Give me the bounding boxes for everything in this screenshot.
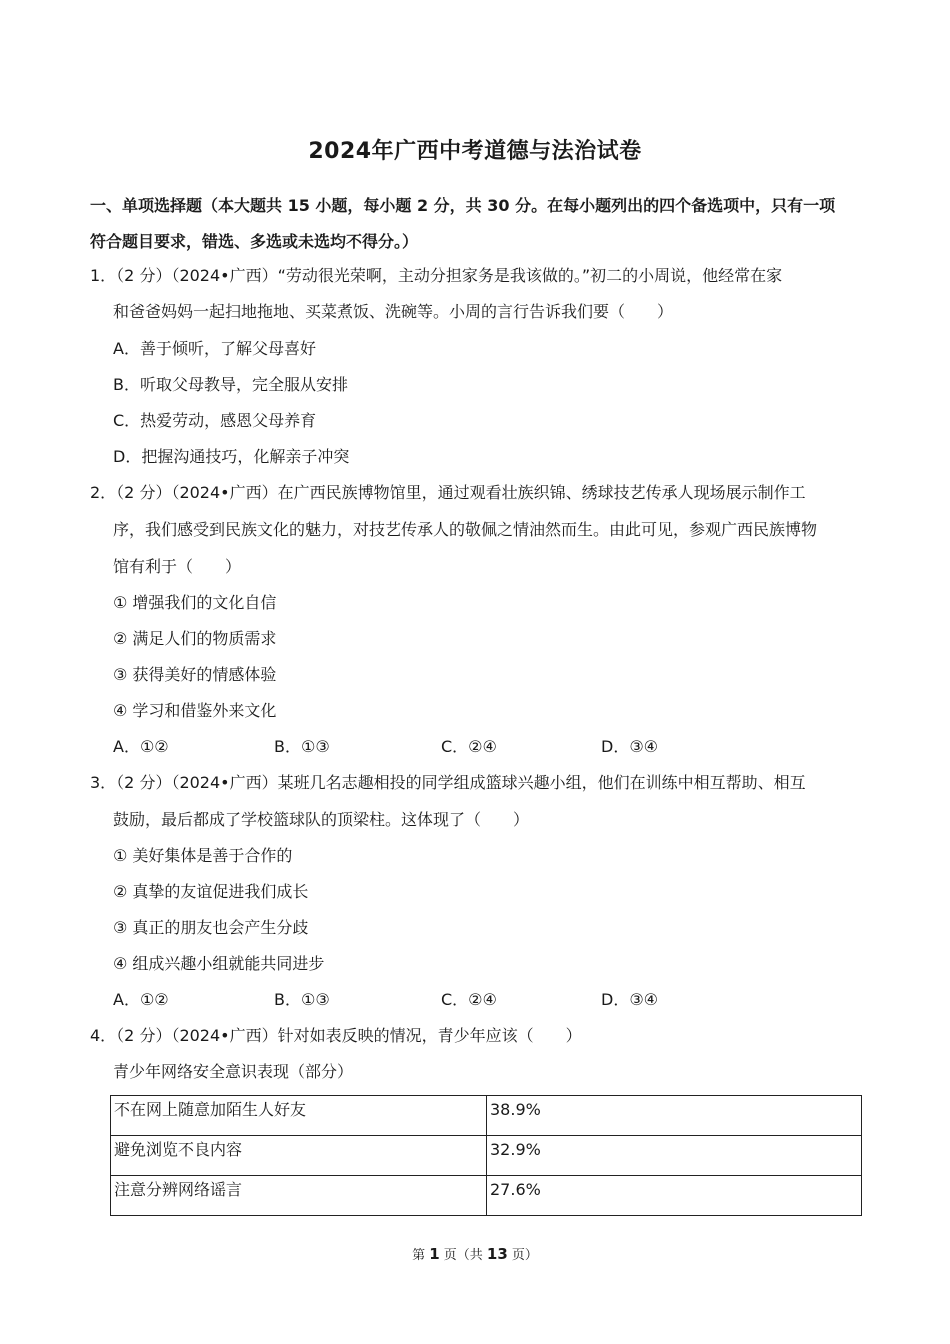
question-1-stem-line-1: 1．（2 分）（2024•广西）“劳动很光荣啊，主动分担家务是我该做的。”初二的小周说，他经常在家 <box>90 266 783 285</box>
question-3-item-1: ① 美好集体是善于合作的 <box>113 846 293 865</box>
page-title: 2024年广西中考道德与法治试卷 <box>308 139 642 164</box>
table-row <box>111 1136 862 1176</box>
page-footer <box>0 1244 950 1263</box>
question-3-stem-line-1: 3．（2 分）（2024•广西）某班几名志趣相投的同学组成篮球兴趣小组，他们在训练中相互帮助、相互 <box>90 773 806 792</box>
footer-middle: 页（共 <box>439 1248 487 1263</box>
question-2-item-3: ③ 获得美好的情感体验 <box>113 665 277 684</box>
question-4-table-caption: 青少年网络安全意识表现（部分） <box>113 1062 354 1081</box>
question-4-stem-line-1: 4．（2 分）（2024•广西）针对如表反映的情况，青少年应该（ ） <box>90 1026 582 1045</box>
table-row <box>111 1176 862 1216</box>
footer-page-number: 1 <box>429 1245 440 1263</box>
question-3-choice-c: C．②④ <box>441 990 497 1009</box>
question-2-stem-line-3: 馆有利于（ ） <box>113 557 242 576</box>
question-1-option-d: D．把握沟通技巧，化解亲子冲突 <box>113 447 350 466</box>
question-1-stem-line-2: 和爸爸妈妈一起扫地拖地、买菜煮饭、洗碗等。小周的言行告诉我们要（ ） <box>113 302 674 321</box>
question-3-item-3: ③ 真正的朋友也会产生分歧 <box>113 918 309 937</box>
question-3-choice-b: B．①③ <box>274 990 330 1009</box>
footer-suffix: 页） <box>507 1248 538 1263</box>
question-1-option-a: A．善于倾听，了解父母喜好 <box>113 339 316 358</box>
question-2-item-4: ④ 学习和借鉴外来文化 <box>113 701 277 720</box>
footer-prefix: 第 <box>412 1248 430 1263</box>
question-3-item-4: ④ 组成兴趣小组就能共同进步 <box>113 954 325 973</box>
section-header-line-2: 符合题目要求，错选、多选或未选均不得分。） <box>90 232 419 251</box>
table-cell-item: 避免浏览不良内容 <box>111 1136 487 1176</box>
table-row <box>111 1096 862 1136</box>
table-cell-item: 不在网上随意加陌生人好友 <box>111 1096 487 1136</box>
question-2-choice-c: C．②④ <box>441 737 497 756</box>
table-cell-value: 32.9% <box>487 1136 862 1176</box>
question-2-item-2: ② 满足人们的物质需求 <box>113 629 277 648</box>
question-1-option-c: C．热爱劳动，感恩父母养育 <box>113 411 317 430</box>
question-2-item-1: ① 增强我们的文化自信 <box>113 593 277 612</box>
question-2-stem-line-1: 2．（2 分）（2024•广西）在广西民族博物馆里，通过观看壮族织锦、绣球技艺传承人现场展示制作工 <box>90 483 806 502</box>
question-2-stem-line-2: 序，我们感受到民族文化的魅力，对技艺传承人的敬佩之情油然而生。由此可见，参观广西民族博物 <box>113 520 818 539</box>
section-header <box>90 188 870 260</box>
question-3-item-2: ② 真挚的友谊促进我们成长 <box>113 882 309 901</box>
question-2-choice-b: B．①③ <box>274 737 330 756</box>
table-cell-item: 注意分辨网络谣言 <box>111 1176 487 1216</box>
question-3-choice-d: D．③④ <box>601 990 659 1009</box>
question-2-choice-d: D．③④ <box>601 737 659 756</box>
footer-total-pages: 13 <box>486 1245 508 1263</box>
survey-table <box>110 1095 862 1216</box>
question-2-choice-a: A．①② <box>113 737 169 756</box>
question-1-option-b: B．听取父母教导，完全服从安排 <box>113 375 348 394</box>
question-3-choice-a: A．①② <box>113 990 169 1009</box>
table-cell-value: 27.6% <box>487 1176 862 1216</box>
question-3-stem-line-2: 鼓励，最后都成了学校篮球队的顶梁柱。这体现了（ ） <box>113 810 530 829</box>
table-cell-value: 38.9% <box>487 1096 862 1136</box>
section-header-line-1: 一、单项选择题（本大题共 15 小题，每小题 2 分，共 30 分。在每小题列出的四个备选项中，只有一项 <box>90 196 836 215</box>
